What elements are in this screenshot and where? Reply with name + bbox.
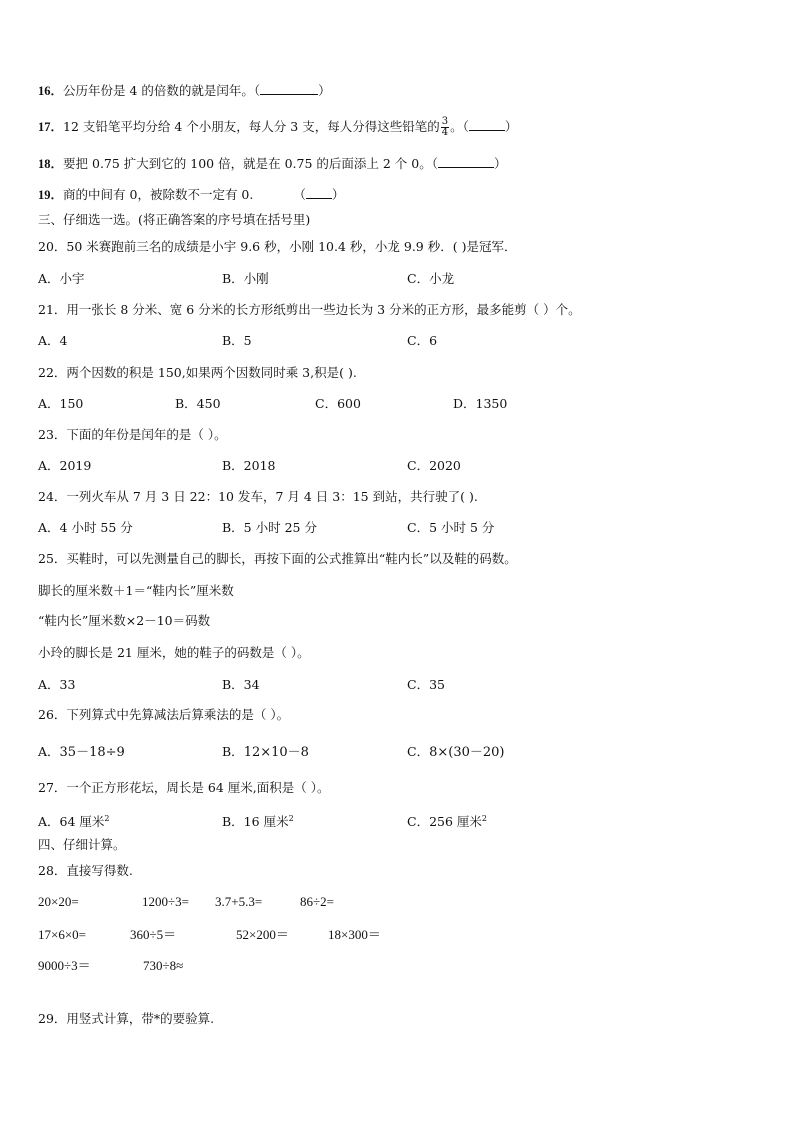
option-b[interactable]: B．34 (222, 677, 260, 692)
formula-line-2: “鞋内长”厘米数×2－10＝码数 (38, 613, 211, 628)
question-25-prompt: 小玲的脚长是 21 厘米，她的鞋子的码数是（ ）。 (38, 645, 310, 660)
question-18: 18．要把 0.75 扩大到它的 100 倍，就是在 0.75 的后面添上 2 个 0。（ ） (38, 156, 507, 171)
formula-line-1: 脚长的厘米数＋1＝“鞋内长”厘米数 (38, 583, 234, 598)
option-a[interactable]: A．35－18÷9 (38, 744, 125, 760)
option-c[interactable]: C．35 (407, 677, 445, 692)
calc-item: 1200÷3= (142, 894, 189, 909)
answer-blank[interactable] (438, 155, 494, 168)
question-27: 27．一个正方形花坛，周长是 64 厘米,面积是（ ）。 (38, 780, 330, 795)
question-21: 21．用一张长 8 分米、宽 6 分米的长方形纸剪出一些边长为 3 分米的正方形，最多能剪（ ）个。 (38, 302, 581, 317)
option-c[interactable]: C．600 (315, 396, 361, 411)
section-heading-4: 四、仔细计算。 (38, 837, 126, 852)
option-b[interactable]: B．小刚 (222, 271, 269, 286)
question-number: 16． (38, 84, 64, 98)
question-text: 商的中间有 0，被除数不一定有 0. (63, 187, 254, 202)
calc-item: 86÷2= (300, 894, 334, 909)
question-19: 19．商的中间有 0，被除数不一定有 0. （ ） (38, 187, 345, 202)
option-a[interactable]: A．150 (38, 396, 84, 411)
calc-item: 360÷5＝ (130, 927, 177, 942)
fraction: $\frac{3}{4}$ (441, 116, 449, 138)
calc-item: 730÷8≈ (143, 958, 184, 973)
option-a[interactable]: A．64 厘米$^2$ (38, 814, 110, 830)
option-b[interactable]: B．5 (222, 333, 252, 348)
option-b[interactable]: B．450 (175, 396, 221, 411)
option-a[interactable]: A．小宇 (38, 271, 85, 286)
question-text: 12 支铅笔平均分给 4 个小朋友，每人分 3 支，每人分得这些铅笔的 (63, 119, 440, 134)
question-28: 28．直接写得数. (38, 863, 133, 878)
question-text: 公历年份是 4 的倍数的就是闰年。（ (63, 83, 261, 98)
option-c[interactable]: C．5 小时 5 分 (407, 520, 495, 535)
option-a[interactable]: A．33 (38, 677, 76, 692)
expression: 8×(30－20) (429, 745, 505, 760)
calc-item: 9000÷3＝ (38, 958, 91, 973)
expression: 35－18÷9 (59, 745, 125, 760)
question-23: 23．下面的年份是闰年的是（ ）。 (38, 427, 227, 442)
section-heading-3: 三、仔细选一选。(将正确答案的序号填在括号里) (38, 212, 311, 227)
question-25: 25．买鞋时，可以先测量自己的脚长，再按下面的公式推算出“鞋内长”以及鞋的码数。 (38, 551, 517, 566)
option-a[interactable]: A．2019 (38, 458, 92, 473)
calc-item: 17×6×0= (38, 927, 86, 942)
question-16: 16．公历年份是 4 的倍数的就是闰年。（ ） (38, 83, 331, 98)
calc-item: 3.7+5.3= (215, 894, 263, 909)
calc-item: 52×200＝ (236, 927, 289, 942)
option-a[interactable]: A．4 小时 55 分 (38, 520, 133, 535)
question-22: 22．两个因数的积是 150,如果两个因数同时乘 3,积是( ). (38, 365, 357, 380)
question-number: 17． (38, 120, 64, 134)
question-number: 18． (38, 157, 64, 171)
option-b[interactable]: B．16 厘米$^2$ (222, 814, 294, 830)
question-20: 20．50 米赛跑前三名的成绩是小宇 9.6 秒，小刚 10.4 秒，小龙 9.9 秒．( )是冠军． (38, 239, 517, 254)
question-text: 要把 0.75 扩大到它的 100 倍，就是在 0.75 的后面添上 2 个 0。（ (63, 156, 438, 171)
question-29: 29．用竖式计算，带*的要验算. (38, 1011, 215, 1026)
option-c[interactable]: C．2020 (407, 458, 461, 473)
option-b[interactable]: B．2018 (222, 458, 276, 473)
question-24: 24．一列火车从 7 月 3 日 22：10 发车，7 月 4 日 3：15 到站，共行驶了( ). (38, 489, 478, 504)
option-c[interactable]: C．8×(30－20) (407, 744, 505, 760)
option-d[interactable]: D．1350 (453, 396, 508, 411)
calc-item: 20×20= (38, 894, 79, 909)
option-a[interactable]: A．4 (38, 333, 68, 348)
option-b[interactable]: B．5 小时 25 分 (222, 520, 317, 535)
expression: 12×10－8 (243, 745, 309, 760)
option-c[interactable]: C．256 厘米$^2$ (407, 814, 487, 830)
answer-blank[interactable] (260, 82, 318, 95)
calc-item: 18×300＝ (328, 927, 381, 942)
question-number: 19． (38, 188, 64, 202)
option-b[interactable]: B．12×10－8 (222, 744, 309, 760)
answer-blank[interactable] (469, 118, 505, 131)
option-c[interactable]: C．6 (407, 333, 438, 348)
question-17: 17．12 支铅笔平均分给 4 个小朋友，每人分 3 支，每人分得这些铅笔的 $\frac{3}{4}$ 。（ ） (38, 116, 518, 138)
question-26: 26．下列算式中先算减法后算乘法的是（ ）。 (38, 707, 290, 722)
answer-blank[interactable] (306, 186, 332, 199)
option-c[interactable]: C．小龙 (407, 271, 455, 286)
